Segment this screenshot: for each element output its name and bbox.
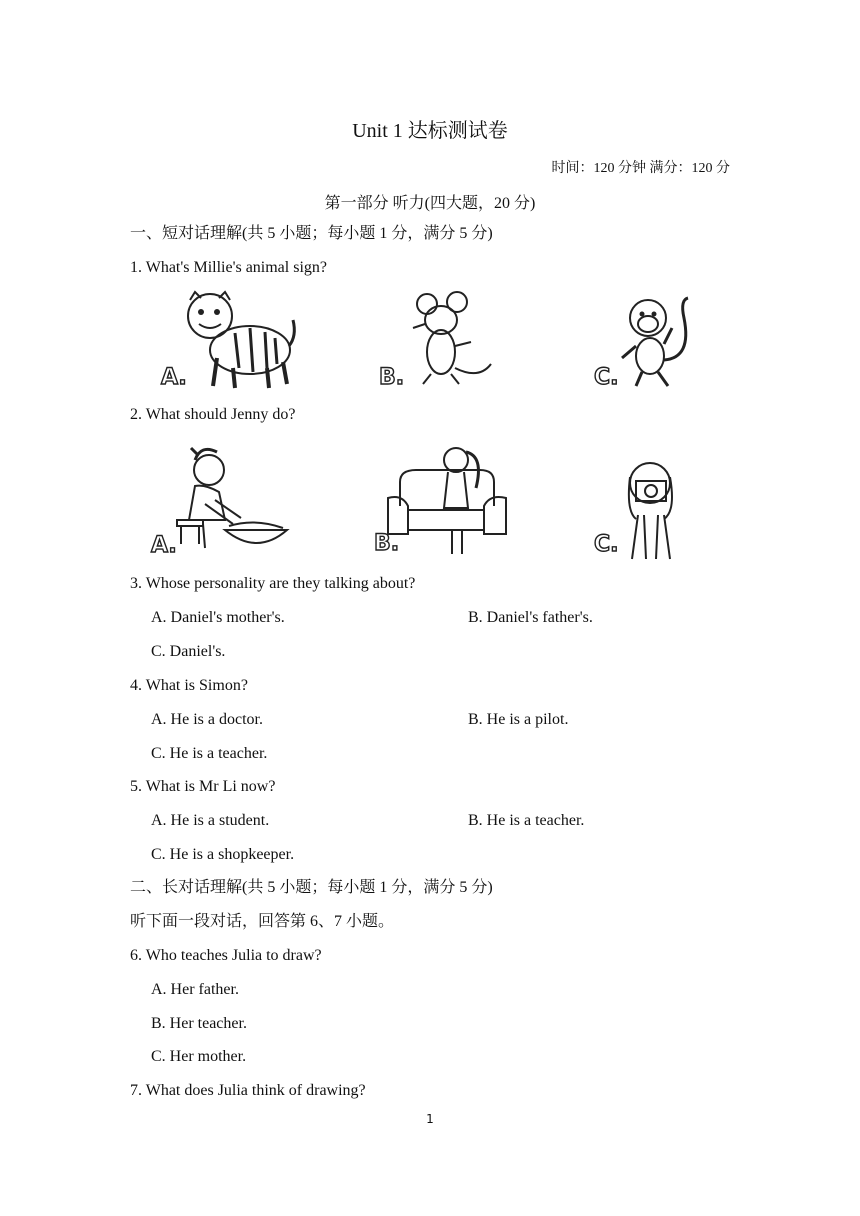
- question-2: 2. What should Jenny do?: [130, 406, 296, 423]
- option-label: A.: [161, 365, 187, 390]
- part-heading: 第一部分 听力(四大题，20 分): [324, 195, 536, 212]
- option-6c: C. Her mother.: [151, 1048, 247, 1065]
- question-1: 1. What's Millie's animal sign?: [130, 259, 327, 276]
- option-label: C.: [594, 365, 619, 390]
- page-number: 1: [426, 1112, 434, 1126]
- option-label: C.: [594, 532, 619, 557]
- option-5a: A. He is a student.: [151, 812, 270, 829]
- option-label: B.: [374, 531, 400, 556]
- option-label: B.: [379, 365, 405, 390]
- option-1b-image: [375, 288, 500, 392]
- question-3: 3. Whose personality are they talking about?: [130, 575, 416, 592]
- option-5c: C. He is a shopkeeper.: [151, 846, 295, 863]
- girl-washing-clothes-icon: [177, 448, 287, 548]
- option-6a: A. Her father.: [151, 981, 239, 998]
- girl-on-sofa-icon: [388, 448, 506, 554]
- option-3b: B. Daniel's father's.: [468, 609, 593, 626]
- option-2c-image: [592, 455, 702, 560]
- section-2-instruction: 听下面一段对话，回答第 6、7 小题。: [130, 913, 395, 930]
- mouse-icon: [413, 292, 491, 384]
- section-heading-1: 一、短对话理解(共 5 小题；每小题 1 分，满分 5 分): [130, 225, 493, 242]
- option-5b: B. He is a teacher.: [468, 812, 585, 829]
- page-title: Unit 1 达标测试卷: [352, 120, 508, 142]
- option-4c: C. He is a teacher.: [151, 745, 268, 762]
- question-7: 7. What does Julia think of drawing?: [130, 1082, 366, 1099]
- option-4b: B. He is a pilot.: [468, 711, 569, 728]
- monkey-icon: [622, 298, 688, 386]
- option-label: A.: [151, 533, 177, 558]
- question-6: 6. Who teaches Julia to draw?: [130, 947, 322, 964]
- option-1c-image: [592, 288, 702, 392]
- option-6b: B. Her teacher.: [151, 1015, 247, 1032]
- option-1a-image: [155, 288, 300, 392]
- option-3c: C. Daniel's.: [151, 643, 226, 660]
- option-2a-image: [145, 440, 290, 560]
- question-4: 4. What is Simon?: [130, 677, 248, 694]
- option-2b-image: [372, 436, 512, 560]
- option-3a: A. Daniel's mother's.: [151, 609, 285, 626]
- option-4a: A. He is a doctor.: [151, 711, 263, 728]
- exam-meta: 时间：120 分钟 满分：120 分: [551, 161, 730, 176]
- question-5: 5. What is Mr Li now?: [130, 778, 276, 795]
- tiger-icon: [188, 292, 294, 388]
- girl-with-camera-icon: [629, 463, 672, 559]
- section-heading-2: 二、长对话理解(共 5 小题；每小题 1 分，满分 5 分): [130, 879, 493, 896]
